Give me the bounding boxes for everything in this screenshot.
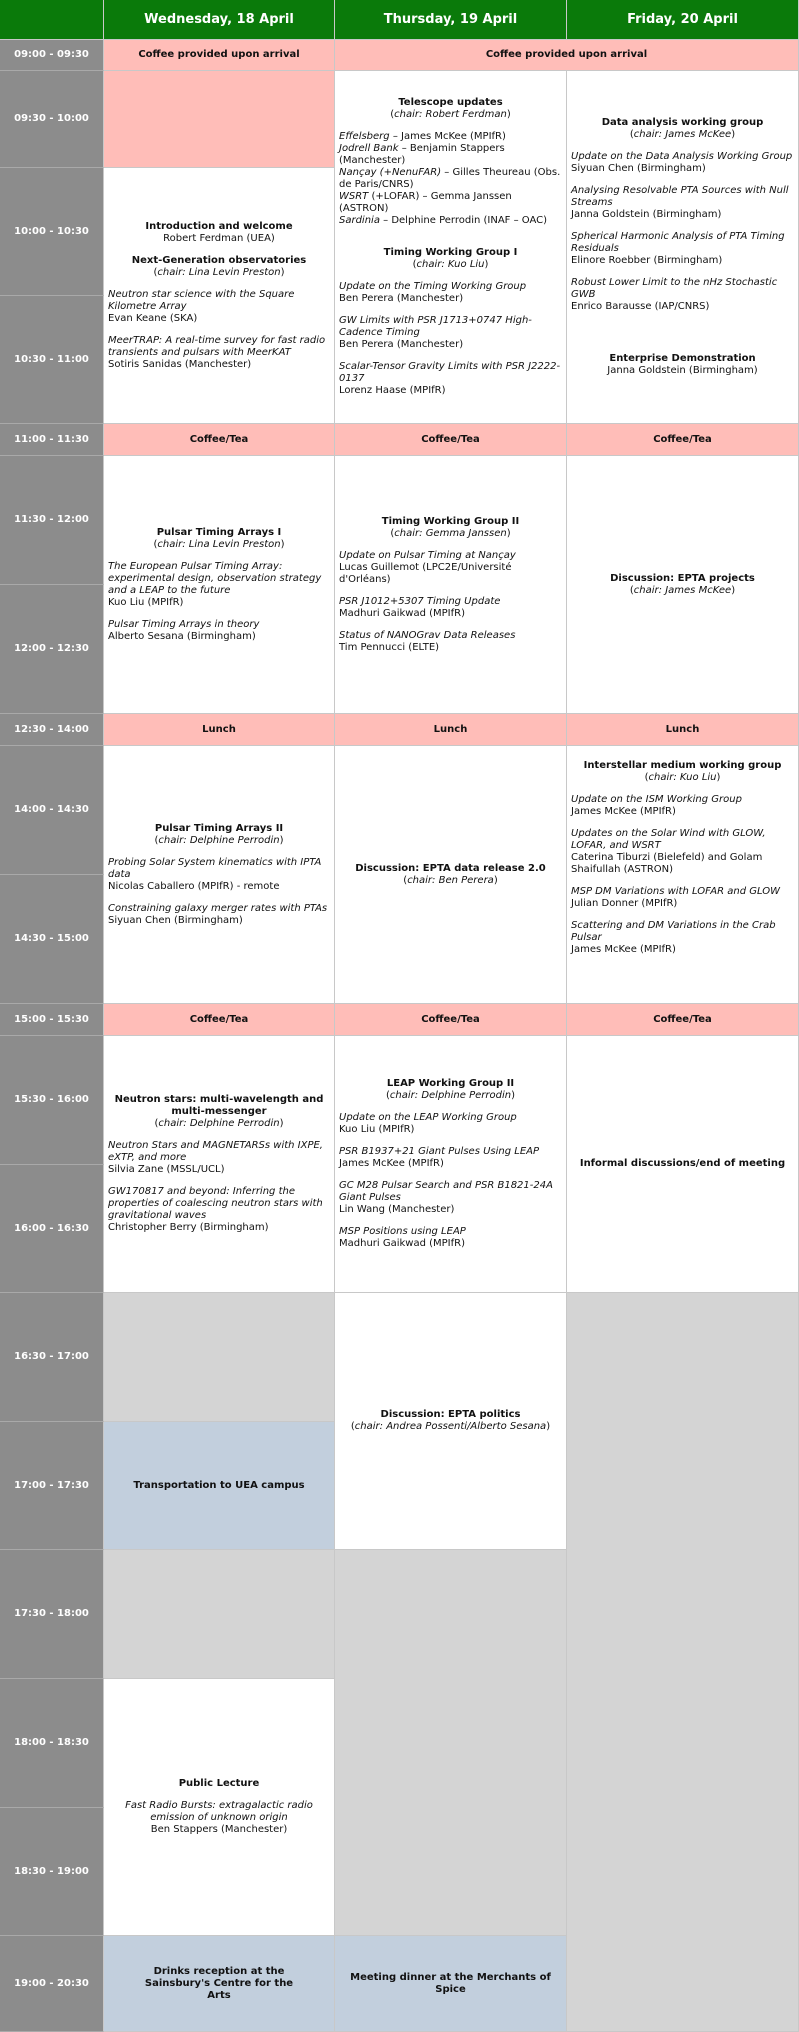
telescope-update <box>339 131 562 143</box>
speaker: Julian Donner (MPIfR) <box>571 898 678 909</box>
chair-label: chair: <box>648 772 680 783</box>
chair-label: chair: <box>354 1421 387 1432</box>
session-title: Discussion: EPTA data release 2.0 <box>355 862 546 874</box>
session-chair: (chair: Delphine Perrodin) <box>154 1118 284 1129</box>
speaker: Janna Goldstein (Birmingham) <box>571 209 722 220</box>
talk-title: Update on the ISM Working Group <box>571 794 742 805</box>
chair-name: Kuo Liu <box>679 772 717 783</box>
wed-free-slot <box>104 1293 335 1422</box>
session-title: Introduction and welcome <box>145 220 293 232</box>
wed-coffee-break-1: Coffee/Tea <box>104 424 335 456</box>
talk-title: Neutron Stars and MAGNETARSs with IXPE, eXTP, and more <box>108 1140 323 1163</box>
time-slot: 16:30 - 17:00 <box>0 1293 104 1422</box>
session-title: Interstellar medium working group <box>583 760 782 771</box>
time-slot: 15:00 - 15:30 <box>0 1004 104 1036</box>
chair-name: Lina Levin Preston <box>188 538 281 550</box>
speaker: Elinore Roebber (Birmingham) <box>571 255 723 266</box>
time-slot: 14:00 - 14:30 <box>0 746 104 875</box>
wed-neutron-stars-session <box>104 1036 335 1293</box>
day-header-wednesday: Wednesday, 18 April <box>104 0 335 40</box>
wed-coffee-break-2: Coffee/Tea <box>104 1004 335 1036</box>
session-title: Neutron stars: multi-wavelength and multi-messenger <box>114 1094 324 1117</box>
wed-morning-session <box>104 168 335 424</box>
wed-transportation: Transportation to UEA campus <box>104 1422 335 1550</box>
talk-title: MeerTRAP: A real-time survey for fast radio transients and pulsars with MeerKAT <box>108 334 326 358</box>
wed-free-slot <box>104 1550 335 1679</box>
telescope-speaker: – Gilles Theureau (Obs. de Paris/CNRS) <box>339 167 561 190</box>
wed-drinks-reception: Drinks reception at the Sainsbury's Centre for the Arts <box>104 1936 335 2032</box>
talk-title: GW170817 and beyond: Inferring the properties of coalescing neutron stars with gravitational waves <box>108 1186 323 1221</box>
speaker: Sotiris Sanidas (Manchester) <box>108 358 252 370</box>
thu-data-release-discussion <box>335 746 567 1004</box>
wed-public-lecture <box>104 1679 335 1936</box>
chair-name: Ben Perera <box>438 874 494 886</box>
thu-coffee-break-1: Coffee/Tea <box>335 424 567 456</box>
session-title: Timing Working Group I <box>383 247 518 258</box>
chair-name: Delphine Perrodin <box>421 1090 512 1101</box>
time-slot: 17:30 - 18:00 <box>0 1550 104 1679</box>
time-slot: 12:30 - 14:00 <box>0 714 104 746</box>
speaker: Robert Ferdman (UEA) <box>163 232 275 244</box>
session-title: Informal discussions/end of meeting <box>579 1158 786 1169</box>
talk-title: Status of NANOGrav Data Releases <box>339 629 516 641</box>
talk-title: Update on Pulsar Timing at Nançay <box>339 549 516 561</box>
thu-meeting-dinner: Meeting dinner at the Merchants of Spice <box>335 1936 567 2032</box>
talk-title: Scalar-Tensor Gravity Limits with PSR J2222-0137 <box>339 361 561 384</box>
talk-title: MSP DM Variations with LOFAR and GLOW <box>571 886 781 897</box>
telescope-speaker: (+LOFAR) – Gemma Janssen (ASTRON) <box>339 191 512 214</box>
thu-morning-session <box>335 71 567 424</box>
speaker: Silvia Zane (MSSL/UCL) <box>108 1164 225 1175</box>
talk-title: Spherical Harmonic Analysis of PTA Timing Residuals <box>571 231 785 254</box>
speaker: Alberto Sesana (Birmingham) <box>108 630 256 642</box>
chair-name: Delphine Perrodin <box>189 1118 280 1129</box>
wed-coffee-arrival: Coffee provided upon arrival <box>104 40 335 71</box>
time-slot: 18:00 - 18:30 <box>0 1679 104 1808</box>
time-slot: 12:00 - 12:30 <box>0 585 104 714</box>
chair-label: chair: <box>416 259 448 270</box>
header-corner <box>0 0 104 40</box>
chair-name: Lina Levin Preston <box>188 266 281 278</box>
session-title: Enterprise Demonstration <box>609 353 756 364</box>
thu-twg2-session <box>335 456 567 714</box>
fri-morning-session <box>567 71 799 424</box>
speaker: Siyuan Chen (Birmingham) <box>571 163 706 174</box>
speaker: Madhuri Gaikwad (MPIfR) <box>339 1238 466 1249</box>
session-chair: (chair: Delphine Perrodin) <box>154 834 284 846</box>
speaker: Ben Perera (Manchester) <box>339 293 464 304</box>
talk-title: The European Pulsar Timing Array: experimental design, observation strategy and a LEAP to the future <box>108 560 322 596</box>
talk-title: Update on the Data Analysis Working Group <box>571 151 793 162</box>
thu-leap-session <box>335 1036 567 1293</box>
session-chair: (chair: Lina Levin Preston) <box>153 266 285 278</box>
speaker: Lorenz Haase (MPIfR) <box>339 385 446 396</box>
session-chair: (chair: Lina Levin Preston) <box>153 538 285 550</box>
session-chair: (chair: Delphine Perrodin) <box>386 1090 515 1101</box>
time-slot: 14:30 - 15:00 <box>0 875 104 1004</box>
session-chair: (chair: Kuo Liu) <box>412 259 489 270</box>
talk-title: Update on the Timing Working Group <box>339 281 527 292</box>
talk-title: Fast Radio Bursts: extragalactic radio emission of unknown origin <box>125 1800 313 1823</box>
thu-lunch: Lunch <box>335 714 567 746</box>
session-title: Discussion: EPTA projects <box>610 572 755 584</box>
talk-title: PSR J1012+5307 Timing Update <box>339 595 501 607</box>
talk-title: PSR B1937+21 Giant Pulses Using LEAP <box>339 1146 540 1157</box>
speaker: James McKee (MPIfR) <box>571 806 676 817</box>
session-chair: (chair: James McKee) <box>629 584 736 596</box>
session-chair: (chair: Gemma Janssen) <box>390 527 511 539</box>
chair-label: chair: <box>394 527 426 539</box>
chair-label: chair: <box>394 109 426 120</box>
talk-title: Scattering and DM Variations in the Crab Pulsar <box>571 920 776 943</box>
session-title: Public Lecture <box>178 1778 260 1789</box>
session-title: Timing Working Group II <box>381 515 520 527</box>
chair-label: chair: <box>158 834 190 846</box>
chair-name: Delphine Perrodin <box>189 834 280 846</box>
telescope-name: Effelsberg <box>339 131 390 142</box>
speaker: Janna Goldstein (Birmingham) <box>607 365 758 376</box>
fri-coffee-break-1: Coffee/Tea <box>567 424 799 456</box>
thu-politics-discussion <box>335 1293 567 1550</box>
day-header-friday: Friday, 20 April <box>567 0 799 40</box>
fri-projects-discussion <box>567 456 799 714</box>
telescope-name: Jodrell Bank <box>339 143 399 154</box>
session-title: Discussion: EPTA politics <box>380 1409 521 1420</box>
chair-label: chair: <box>633 584 666 596</box>
wed-pta1-session <box>104 456 335 714</box>
time-slot: 09:30 - 10:00 <box>0 71 104 168</box>
talk-title: Probing Solar System kinematics with IPTA data <box>108 856 322 880</box>
talk-title: Updates on the Solar Wind with GLOW, LOFAR, and WSRT <box>571 828 766 851</box>
fri-free-slot <box>567 1293 799 2032</box>
speaker: Tim Pennucci (ELTE) <box>339 641 440 653</box>
speaker: Enrico Barausse (IAP/CNRS) <box>571 301 710 312</box>
telescope-speaker: – James McKee (MPIfR) <box>389 131 506 142</box>
session-title: Telescope updates <box>398 97 503 108</box>
speaker: Lucas Guillemot (LPC2E/Université d'Orléans) <box>339 561 512 585</box>
chair-label: chair: <box>157 538 189 550</box>
speaker: Ben Perera (Manchester) <box>339 339 464 350</box>
speaker: James McKee (MPIfR) <box>339 1158 444 1169</box>
time-slot: 09:00 - 09:30 <box>0 40 104 71</box>
session-chair: (chair: Robert Ferdman) <box>390 109 511 120</box>
chair-label: chair: <box>633 129 666 140</box>
talk-title: GC M28 Pulsar Search and PSR B1821-24A Giant Pulses <box>339 1180 553 1203</box>
talk-title: Robust Lower Limit to the nHz Stochastic GWB <box>571 277 778 300</box>
telescope-speaker: – Delphine Perrodin (INAF – OAC) <box>379 215 548 226</box>
telescope-name: WSRT <box>339 191 369 202</box>
time-slot: 19:00 - 20:30 <box>0 1936 104 2032</box>
time-slot: 16:00 - 16:30 <box>0 1165 104 1293</box>
chair-name: Kuo Liu <box>447 259 485 270</box>
speaker: James McKee (MPIfR) <box>571 944 676 955</box>
fri-ism-session <box>567 746 799 1004</box>
talk-title: Update on the LEAP Working Group <box>339 1112 517 1123</box>
telescope-name: Sardinia <box>339 215 380 226</box>
time-slot: 17:00 - 17:30 <box>0 1422 104 1550</box>
chair-label: chair: <box>389 1090 422 1101</box>
session-title: LEAP Working Group II <box>386 1078 515 1089</box>
fri-informal-discussions <box>567 1036 799 1293</box>
speaker: Christopher Berry (Birmingham) <box>108 1222 269 1233</box>
day-header-thursday: Thursday, 19 April <box>335 0 567 40</box>
talk-title: GW Limits with PSR J1713+0747 High-Cadence Timing <box>339 315 532 338</box>
fri-lunch: Lunch <box>567 714 799 746</box>
speaker: Kuo Liu (MPIfR) <box>108 596 184 608</box>
time-slot: 11:30 - 12:00 <box>0 456 104 585</box>
session-title: Data analysis working group <box>601 117 764 128</box>
speaker: Kuo Liu (MPIfR) <box>339 1124 415 1135</box>
talk-title: Neutron star science with the Square Kilometre Array <box>108 288 295 312</box>
chair-name: Andrea Possenti/Alberto Sesana <box>386 1421 547 1432</box>
talk-title: Constraining galaxy merger rates with PTAs <box>108 902 328 914</box>
thu-free-slot <box>335 1550 567 1936</box>
telescope-update <box>339 143 562 167</box>
speaker: Siyuan Chen (Birmingham) <box>108 914 243 926</box>
telescope-speaker: – Benjamin Stappers (Manchester) <box>339 143 505 166</box>
fri-coffee-break-2: Coffee/Tea <box>567 1004 799 1036</box>
talk-title: Analysing Resolvable PTA Sources with Null Streams <box>571 185 789 208</box>
time-slot: 18:30 - 19:00 <box>0 1808 104 1936</box>
session-chair: (chair: Ben Perera) <box>403 874 498 886</box>
chair-label: chair: <box>157 266 189 278</box>
session-chair: (chair: Andrea Possenti/Alberto Sesana) <box>350 1421 551 1432</box>
speaker: Caterina Tiburzi (Bielefeld) and Golam Shaifullah (ASTRON) <box>571 852 763 875</box>
chair-name: Gemma Janssen <box>425 527 507 539</box>
thu-coffee-break-2: Coffee/Tea <box>335 1004 567 1036</box>
session-title: Next-Generation observatories <box>131 254 307 266</box>
wed-pta2-session <box>104 746 335 1004</box>
time-slot: 15:30 - 16:00 <box>0 1036 104 1165</box>
session-chair: (chair: Kuo Liu) <box>644 772 721 783</box>
chair-label: chair: <box>158 1118 190 1129</box>
telescope-update <box>339 167 562 191</box>
session-title: Pulsar Timing Arrays II <box>154 822 284 834</box>
session-chair: (chair: James McKee) <box>629 129 736 140</box>
speaker: Ben Stappers (Manchester) <box>150 1824 288 1835</box>
time-slot: 10:30 - 11:00 <box>0 296 104 424</box>
speaker: Evan Keane (SKA) <box>108 312 198 324</box>
chair-name: James McKee <box>665 129 732 140</box>
speaker: Lin Wang (Manchester) <box>339 1204 455 1215</box>
wed-empty-slot <box>104 71 335 168</box>
telescope-update <box>339 215 562 227</box>
telescope-name: Nançay (+NenuFAR) <box>339 167 442 178</box>
talk-title: Pulsar Timing Arrays in theory <box>108 618 260 630</box>
time-slot: 11:00 - 11:30 <box>0 424 104 456</box>
chair-name: Robert Ferdman <box>425 109 507 120</box>
wed-lunch: Lunch <box>104 714 335 746</box>
speaker: Madhuri Gaikwad (MPIfR) <box>339 607 466 619</box>
telescope-update <box>339 191 562 215</box>
speaker: Nicolas Caballero (MPIfR) - remote <box>108 880 280 892</box>
chair-name: James McKee <box>665 584 732 596</box>
thu-fri-coffee-arrival: Coffee provided upon arrival <box>335 40 799 71</box>
time-slot: 10:00 - 10:30 <box>0 168 104 296</box>
chair-label: chair: <box>407 874 439 886</box>
talk-title: MSP Positions using LEAP <box>339 1226 466 1237</box>
session-title: Pulsar Timing Arrays I <box>156 526 282 538</box>
